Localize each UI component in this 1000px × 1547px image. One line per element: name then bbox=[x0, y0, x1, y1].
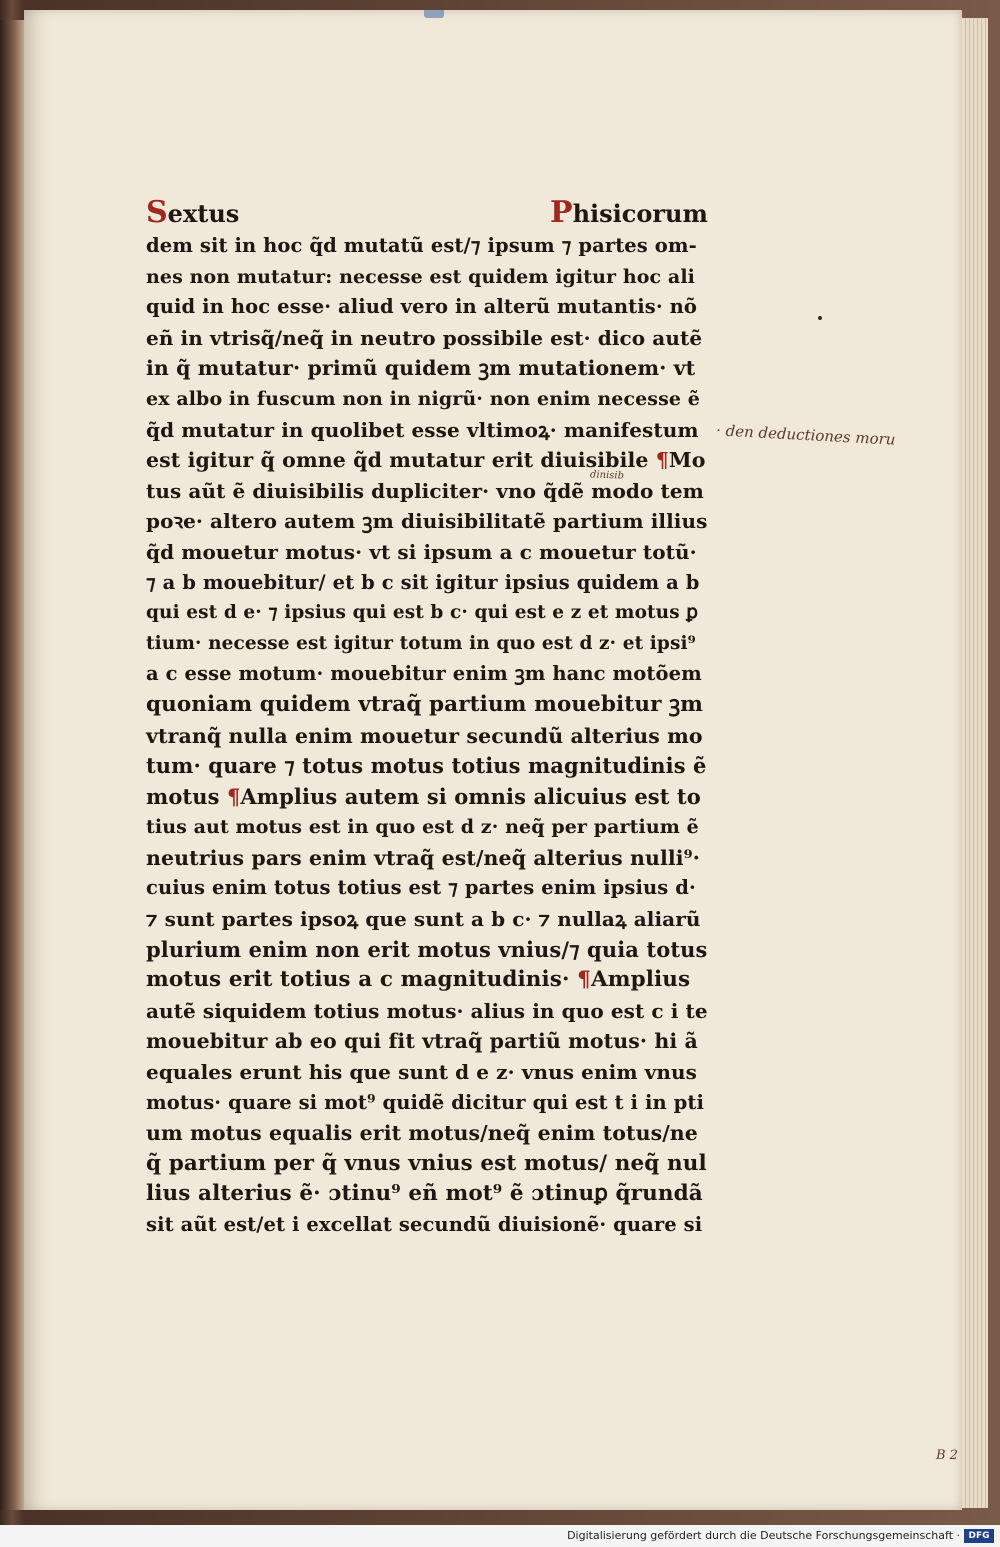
text-line: tius aut motus est in quo est d z· neq̃ per partium ẽ bbox=[146, 816, 699, 839]
rubricated-initial: S bbox=[146, 195, 168, 230]
text-line: motus erit totius a c magnitudinis· ¶Amplius bbox=[146, 967, 691, 993]
text-line: ⁊ a b mouebitur/ et b c sit igitur ipsius quidem a b bbox=[146, 570, 700, 594]
text-line: tium· necesse est igitur totum in quo est d z· et ipsi⁹ bbox=[146, 632, 696, 654]
text-line: in q̃ mutatur· primũ quidem ꝫm mutationem· vt bbox=[146, 356, 696, 381]
text-line: equales erunt his que sunt d e z· vnus enim vnus bbox=[146, 1060, 698, 1085]
text-line: mouebitur ab eo qui fit vtraq̃ partiũ motus· hi ã bbox=[146, 1029, 698, 1054]
main-text-block bbox=[146, 231, 706, 1241]
text-line: lius alterius ẽ· ɔtinu⁹ eñ mot⁹ ẽ ɔtinuꝑ q̃rundã bbox=[146, 1181, 703, 1207]
paragraph-mark: ¶ bbox=[226, 783, 241, 809]
left-page-edge bbox=[0, 20, 26, 1510]
text-line: ex albo in fuscum non in nigrũ· non enim necesse ẽ bbox=[146, 387, 700, 410]
ink-dot bbox=[818, 316, 822, 320]
text-line: q̃d mouetur motus· vt si ipsum a c mouetur totũ· bbox=[146, 539, 697, 564]
paragraph-mark: ¶ bbox=[655, 448, 669, 473]
text-line: poꝛe· altero autem ꝫm diuisibilitatẽ partium illius bbox=[146, 509, 708, 534]
footer-bar bbox=[0, 1525, 1000, 1547]
running-head bbox=[146, 193, 708, 230]
text-line: a c esse motum· mouebitur enim ꝫm hanc motõem bbox=[146, 662, 702, 686]
text-line: ⁊ sunt partes ipsoꝝ que sunt a b c· ⁊ nullaꝝ aliarũ bbox=[146, 907, 701, 932]
text-line: est igitur q̃ omne q̃d mutatur erit diuisibile ¶Mo bbox=[146, 448, 706, 473]
text-line: cuius enim totus totius est ⁊ partes enim ipsius d· bbox=[146, 876, 696, 900]
text-line: qui est d e· ⁊ ipsius qui est b c· qui est e z et motus ꝑ bbox=[146, 602, 699, 624]
dfg-logo: DFG bbox=[964, 1529, 994, 1543]
text-line: autẽ siquidem totius motus· alius in quo est c i te bbox=[146, 998, 708, 1023]
text-line: quid in hoc esse· aliud vero in alterũ mutantis· nõ bbox=[146, 295, 698, 319]
paragraph-mark: ¶ bbox=[577, 967, 591, 993]
text-line: motus ¶Amplius autem si omnis alicuius est to bbox=[146, 783, 701, 809]
text-line: q̃d mutatur in quolibet esse vltimoꝝ· manifestum bbox=[146, 417, 699, 442]
text-line: vtranq̃ nulla enim mouetur secundũ alterius mo bbox=[146, 723, 703, 748]
text-line: nes non mutatur: necesse est quidem igitur hoc ali bbox=[146, 265, 695, 288]
text-line: sit aũt est/et i excellat secundũ diuisionẽ· quare si bbox=[146, 1213, 703, 1236]
footer-credit: Digitalisierung gefördert durch die Deutsche Forschungsgemeinschaft · bbox=[567, 1529, 960, 1542]
running-head-left: Sextus bbox=[146, 195, 240, 230]
text-line: neutrius pars enim vtraq̃ est/neq̃ alterius nulli⁹· bbox=[146, 845, 700, 870]
text-line: um motus equalis erit motus/neq̃ enim totus/ne bbox=[146, 1121, 698, 1146]
text-line: eñ in vtrisq̃/neq̃ in neutro possibile est· dico autẽ bbox=[146, 325, 703, 350]
running-head-right: Phisicorum bbox=[550, 195, 708, 230]
interlinear-gloss: dinisib bbox=[589, 469, 625, 482]
text-line: quoniam quidem vtraq̃ partium mouebitur ꝫm bbox=[146, 691, 704, 717]
bookmark-ribbon bbox=[424, 10, 444, 18]
text-line: tum· quare ⁊ totus motus totius magnitudinis ẽ bbox=[146, 753, 707, 779]
text-line: plurium enim non erit motus vnius/⁊ quia totus bbox=[146, 936, 708, 962]
folio-mark: B 2 bbox=[936, 1448, 958, 1463]
text-line: q̃ partium per q̃ vnus vnius est motus/ neq̃ nul bbox=[146, 1150, 707, 1176]
text-line: dem sit in hoc q̃d mutatũ est/⁊ ipsum ⁊ partes om- bbox=[146, 234, 697, 257]
text-line: motus· quare si mot⁹ quidẽ dicitur qui est t i in pti bbox=[146, 1090, 704, 1114]
marginal-annotation: · den deductiones moru bbox=[715, 421, 896, 449]
text-line: tus aũt ẽ diuisibilis dupliciter· vno q̃dẽ modo tem bbox=[146, 478, 704, 503]
rubricated-initial: P bbox=[550, 195, 573, 230]
